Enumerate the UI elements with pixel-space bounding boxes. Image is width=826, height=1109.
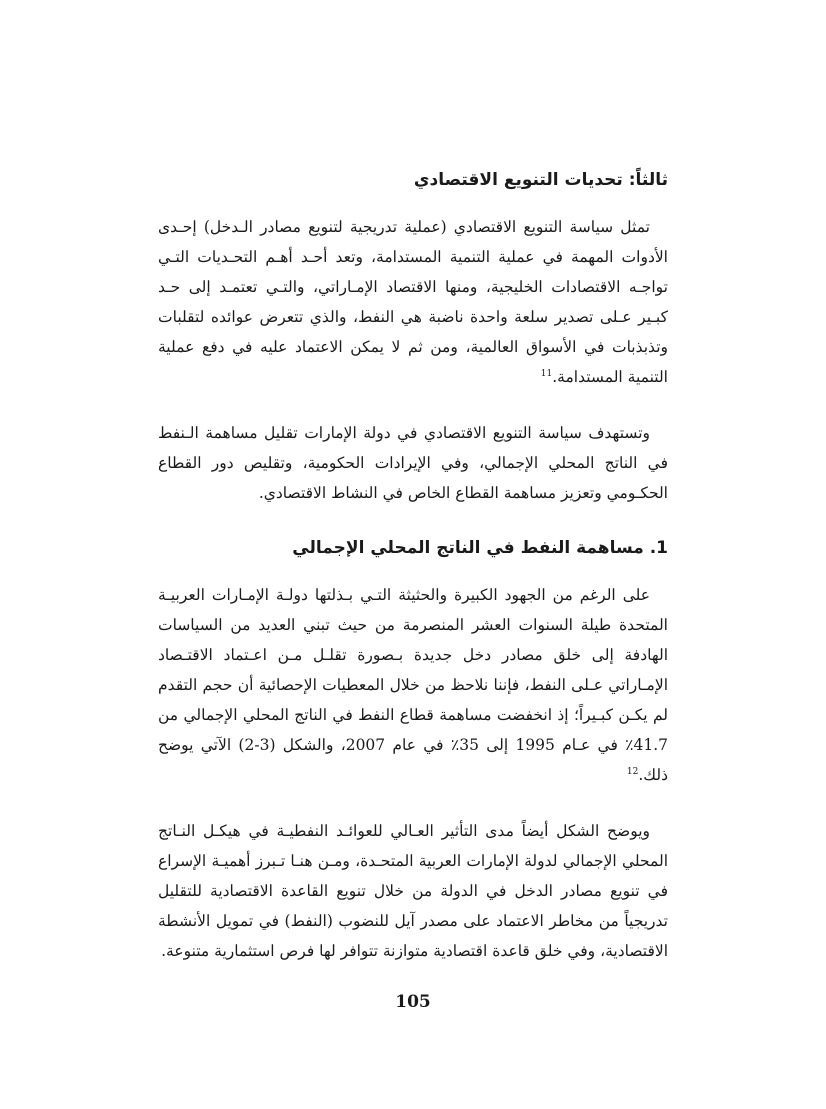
page-content bbox=[158, 166, 668, 992]
paragraph-text: تمثل سياسة التنويع الاقتصادي (عملية تدريجية لتنويع مصادر الـدخل) إحـدى الأدوات المهمة في عملية التنمية المستدامة، وتعد أحـد أهـم التحـديات التـي تواجـه الاقتصادات الخليجية، ومنها الاقتصاد الإمـاراتي، والتـي تعتمـد إلى حـد كبـير عـلى تصدير سلعة واحدة ناضبة هي النفط، والذي تتعرض عوائده لتقلبات وتذبذبات في الأسواق العالمية، ومن ثم لا يمكن الاعتماد عليه في دفع عملية التنمية المستدامة. bbox=[158, 218, 668, 386]
section-heading: ثالثاً: تحديات التنويع الاقتصادي bbox=[413, 170, 668, 190]
paragraph bbox=[158, 418, 668, 508]
paragraph-text: وتستهدف سياسة التنويع الاقتصادي في دولة الإمارات تقليل مساهمة الـنفط في الناتج المحلي الإجمالي، وفي الإيرادات الحكومية، وتقليص دور القطاع الحكـومي وتعزيز مساهمة القطاع الخاص في النشاط الاقتصادي. bbox=[158, 424, 668, 502]
subsection-heading: 1. مساهمة النفط في الناتج المحلي الإجمالي bbox=[292, 538, 668, 558]
footnote-ref[interactable]: 12 bbox=[626, 766, 639, 777]
page-number: 105 bbox=[395, 992, 431, 1012]
paragraph-text: على الرغم من الجهود الكبيرة والحثيثة التـي بـذلتها دولـة الإمـارات العربيـة المتحدة طيلة السنوات العشر المنصرمة من حيث تبني العديد من السياسات الهادفة إلى خلق مصادر دخل جديدة بـصورة تقلـل مـن اعـتماد الاقتـصاد الإمـاراتي عـلى النفط، فإننا نلاحظ من خلال المعطيات الإحصائية أن حجم التقدم لم يكـن كبـيراً؛ إذ انخفضت مساهمة قطاع النفط في الناتج المحلي الإجمالي من 41.7٪ في عـام 1995 إلى 35٪ في عام 2007، والشكل (3-2) الآتي يوضح ذلك. bbox=[158, 586, 669, 784]
paragraph bbox=[158, 580, 668, 790]
paragraph-text: ويوضح الشكل أيضاً مدى التأثير العـالي للعوائـد النفطيـة في هيكـل النـاتج المحلي الإجمالي لدولة الإمارات العربية المتحـدة، ومـن هنـا تـبرز أهميـة الإسراع في تنويع مصادر الدخل في الدولة من خلال تنويع القاعدة الاقتصادية للتقليل تدريجياً من مخاطر الاعتماد على مصدر آيل للنضوب (النفط) في تمويل الأنشطة الاقتصادية، وفي خلق قاعدة اقتصادية متوازنة تتوافر لها فرص استثمارية متنوعة. bbox=[158, 822, 668, 960]
paragraph bbox=[158, 816, 668, 966]
footnote-ref[interactable]: 11 bbox=[540, 368, 553, 379]
paragraph bbox=[158, 212, 668, 392]
